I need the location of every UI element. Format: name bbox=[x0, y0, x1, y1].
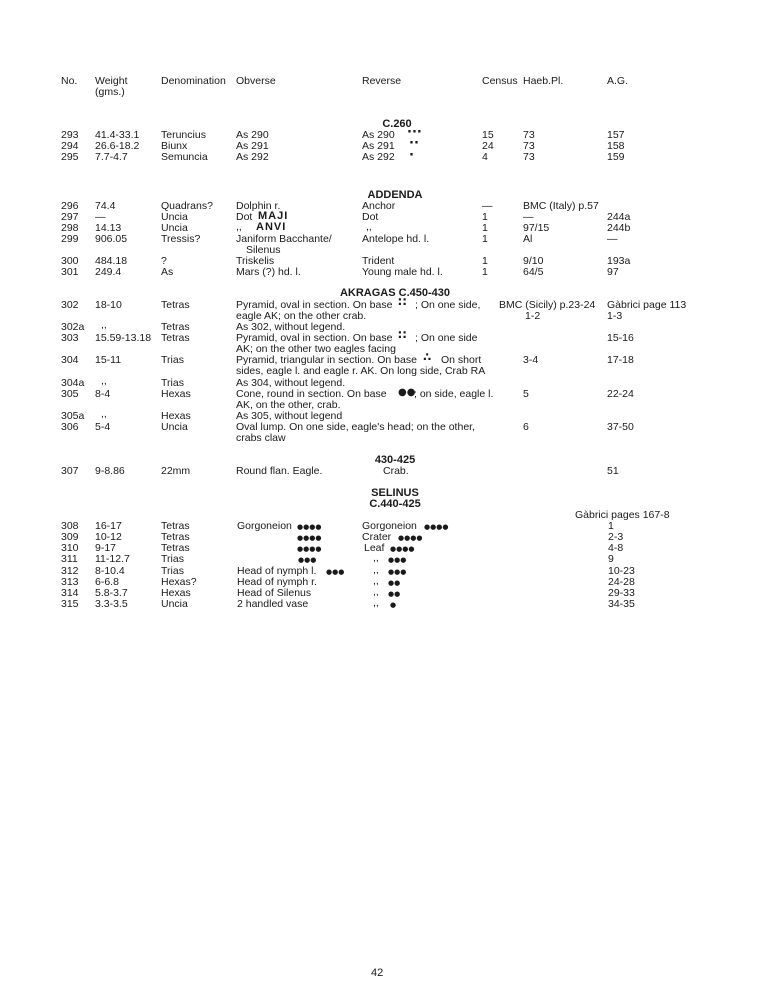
col-header-no: No. bbox=[61, 75, 78, 87]
row-no: 298 bbox=[61, 222, 79, 234]
row-reverse: ,, bbox=[373, 552, 379, 564]
row-weight: 7.7-4.7 bbox=[95, 151, 128, 163]
row-denomination: Tetras bbox=[161, 531, 190, 543]
row-denomination: Tetras bbox=[161, 321, 190, 333]
row-obverse-cont: Silenus bbox=[246, 244, 281, 256]
row-census: 4 bbox=[482, 151, 488, 163]
row-denomination: Uncia bbox=[161, 598, 188, 610]
row-no: 301 bbox=[61, 266, 79, 278]
row-no: 305a bbox=[61, 410, 85, 422]
row-obverse: ,, bbox=[236, 221, 242, 233]
row-ag: 97 bbox=[607, 266, 619, 278]
row-ag: 158 bbox=[607, 140, 625, 152]
row-reverse: As 292 bbox=[362, 151, 395, 163]
row-no: 300 bbox=[61, 255, 79, 267]
section-heading-akragas: AKRAGAS C.450-430 bbox=[339, 287, 451, 299]
row-haeb: 64/5 bbox=[523, 266, 544, 278]
row-census: 15 bbox=[482, 129, 494, 141]
row-haeb: 9/10 bbox=[523, 255, 544, 267]
row-obverse: Pyramid, oval in section. On base bbox=[236, 299, 393, 311]
row-ag: 22-24 bbox=[607, 388, 634, 400]
pellets-icon: ●● bbox=[388, 590, 401, 598]
pellets-icon: ●●● bbox=[326, 568, 345, 576]
row-weight: 11-12.7 bbox=[95, 553, 130, 565]
row-haeb: — bbox=[523, 211, 534, 223]
row-denomination: Hexas bbox=[161, 587, 191, 599]
row-denomination: As bbox=[161, 266, 174, 278]
row-weight: 10-12 bbox=[95, 531, 122, 543]
row-weight: 14.13 bbox=[95, 222, 122, 234]
row-denomination: Tetras bbox=[161, 520, 190, 532]
row-reverse: Crater bbox=[362, 531, 392, 543]
row-haeb: 3-4 bbox=[523, 354, 539, 366]
row-denomination: ? bbox=[161, 255, 167, 267]
page-number: 42 bbox=[371, 967, 384, 979]
row-weight: 18-10 bbox=[95, 299, 122, 311]
row-obverse-tail: ; On one side bbox=[415, 332, 478, 344]
row-no: 314 bbox=[61, 587, 79, 599]
pellets-icon: ∷ bbox=[398, 328, 407, 342]
row-reverse: ,, bbox=[373, 564, 379, 576]
row-obverse: As 302, without legend. bbox=[236, 321, 346, 333]
row-ag: 51 bbox=[607, 465, 619, 477]
row-ag: 17-18 bbox=[607, 354, 634, 366]
row-reverse: Dot bbox=[362, 211, 379, 223]
row-ag: 193a bbox=[607, 255, 631, 267]
row-census: 1 bbox=[482, 211, 488, 223]
row-census: 24 bbox=[482, 140, 494, 152]
pellets-icon: ∴ bbox=[423, 350, 432, 364]
row-reverse: ,, bbox=[366, 221, 372, 233]
row-obverse: As 292 bbox=[236, 151, 269, 163]
row-haeb: 73 bbox=[523, 140, 535, 152]
row-haeb: 73 bbox=[523, 129, 535, 141]
row-weight: 26.6-18.2 bbox=[95, 140, 140, 152]
legend-mark: MAJI bbox=[258, 210, 289, 222]
row-census: 1 bbox=[482, 255, 488, 267]
row-denomination: Teruncius bbox=[161, 129, 206, 141]
section-heading-430-425: 430-425 bbox=[374, 454, 416, 466]
row-reverse: Trident bbox=[362, 255, 395, 267]
row-denomination: Tetras bbox=[161, 299, 190, 311]
row-obverse-tail: On short bbox=[441, 354, 482, 366]
row-denomination: Trias bbox=[161, 354, 184, 366]
row-no: 296 bbox=[61, 200, 79, 212]
pellets-icon: ●● bbox=[388, 579, 401, 587]
pellets-icon: ●●●● bbox=[297, 545, 322, 553]
row-census: 1 bbox=[482, 222, 488, 234]
row-census: — bbox=[482, 200, 493, 212]
row-ag: 2-3 bbox=[608, 531, 624, 543]
row-no: 297 bbox=[61, 211, 79, 223]
row-no: 307 bbox=[61, 465, 79, 477]
row-no: 315 bbox=[61, 598, 79, 610]
row-no: 308 bbox=[61, 520, 79, 532]
row-haeb: 5 bbox=[523, 388, 529, 400]
row-no: 299 bbox=[61, 233, 79, 245]
row-weight: ,, bbox=[101, 408, 107, 420]
row-reverse: Leaf bbox=[364, 542, 385, 554]
row-obverse: As 291 bbox=[236, 140, 269, 152]
row-obverse: As 304, without legend. bbox=[236, 377, 346, 389]
col-header-ag: A.G. bbox=[607, 75, 629, 87]
row-obverse: Cone, round in section. On base bbox=[236, 388, 387, 400]
pellets-icon: ∷ bbox=[398, 295, 407, 309]
row-no: 295 bbox=[61, 151, 79, 163]
row-weight: 906.05 bbox=[95, 233, 128, 245]
row-obverse-cont: crabs claw bbox=[236, 432, 286, 444]
row-no: 293 bbox=[61, 129, 79, 141]
row-ag: 15-16 bbox=[607, 332, 634, 344]
row-obverse: Round flan. Eagle. bbox=[236, 465, 323, 477]
row-denomination: Tetras bbox=[161, 332, 190, 344]
row-denomination: Uncia bbox=[161, 421, 188, 433]
row-census: 1 bbox=[482, 266, 488, 278]
row-haeb: 73 bbox=[523, 151, 535, 163]
row-no: 304 bbox=[61, 354, 79, 366]
row-denomination: Hexas? bbox=[161, 576, 197, 588]
col-header-reverse: Reverse bbox=[362, 75, 402, 87]
row-obverse: Mars (?) hd. l. bbox=[236, 266, 301, 278]
row-weight: 5-4 bbox=[95, 421, 111, 433]
row-weight: 15.59-13.18 bbox=[95, 332, 152, 344]
legend-mark: ANVI bbox=[256, 221, 287, 233]
row-weight: 9-8.86 bbox=[95, 465, 125, 477]
pellets-icon: ●●●● bbox=[297, 523, 322, 531]
pellets-icon: ●● bbox=[398, 387, 416, 398]
row-obverse: Gorgoneion bbox=[237, 520, 292, 532]
row-weight: 484.18 bbox=[95, 255, 128, 267]
row-obverse-cont: sides, eagle l. and eagle r. AK. On long side, Crab RA bbox=[236, 365, 486, 377]
col-header-weight: Weight bbox=[95, 75, 128, 87]
row-reverse: ,, bbox=[373, 597, 379, 609]
pellets-icon: ●●● bbox=[388, 556, 407, 564]
row-denomination: Hexas bbox=[161, 388, 191, 400]
row-reverse: Anchor bbox=[362, 200, 396, 212]
row-no: 304a bbox=[61, 377, 85, 389]
pellets-icon: ●●●● bbox=[398, 534, 423, 542]
pellets-icon: ●●● bbox=[388, 568, 407, 576]
row-ag: 244a bbox=[607, 211, 631, 223]
row-ag: 34-35 bbox=[608, 598, 635, 610]
row-denomination: 22mm bbox=[161, 465, 191, 477]
row-ag: — bbox=[607, 233, 618, 245]
pellets-icon: ●●● bbox=[298, 556, 317, 564]
mark-glyph: ·· bbox=[409, 136, 419, 151]
row-reverse: Crab. bbox=[383, 465, 409, 477]
row-reverse: ,, bbox=[373, 586, 379, 598]
row-weight: ,, bbox=[101, 375, 107, 387]
row-weight: 3.3-3.5 bbox=[95, 598, 128, 610]
row-reverse: Antelope hd. l. bbox=[362, 233, 430, 245]
row-no: 303 bbox=[61, 332, 79, 344]
row-haeb: 97/15 bbox=[523, 222, 550, 234]
row-no: 309 bbox=[61, 531, 79, 543]
row-denomination: Trias bbox=[161, 377, 184, 389]
pellets-icon: ●●●● bbox=[390, 545, 415, 553]
row-ag: 1-3 bbox=[607, 310, 623, 322]
note-bmc-sicily: BMC (Sicily) p.23-24 bbox=[499, 299, 596, 311]
row-obverse: As 290 bbox=[236, 129, 269, 141]
row-ag: 1 bbox=[608, 520, 614, 532]
row-no: 294 bbox=[61, 140, 79, 152]
row-weight: — bbox=[95, 211, 106, 223]
row-obverse: Pyramid, oval in section. On base bbox=[236, 332, 393, 344]
row-weight: 6-6.8 bbox=[95, 576, 119, 588]
col-header-denomination: Denomination bbox=[161, 75, 226, 87]
row-denomination: Hexas bbox=[161, 410, 191, 422]
row-denomination: Trias bbox=[161, 553, 184, 565]
row-denomination: Trias bbox=[161, 565, 184, 577]
row-no: 305 bbox=[61, 388, 79, 400]
note-gabrici-113: Gàbrici page 113 bbox=[607, 299, 687, 311]
pellets-icon: ●●●● bbox=[424, 523, 449, 531]
row-reverse: ,, bbox=[373, 575, 379, 587]
row-no: 311 bbox=[61, 553, 78, 565]
row-weight: 8-10.4 bbox=[95, 565, 125, 577]
row-obverse: Head of nymph l. bbox=[237, 565, 317, 577]
row-obverse: 2 handled vase bbox=[237, 598, 309, 610]
row-obverse: Triskelis bbox=[236, 255, 275, 267]
row-reverse: Young male hd. l. bbox=[362, 266, 443, 278]
row-obverse: Head of Silenus bbox=[237, 587, 312, 599]
col-header-census: Census bbox=[482, 75, 518, 87]
row-reverse: As 291 bbox=[362, 140, 395, 152]
col-header-haeb: Haeb.Pl. bbox=[523, 75, 564, 87]
row-obverse-cont: eagle AK; on the other crab. bbox=[236, 310, 367, 322]
row-denomination: Tetras bbox=[161, 542, 190, 554]
row-ag: 10-23 bbox=[608, 565, 635, 577]
row-ag: 37-50 bbox=[607, 421, 634, 433]
row-obverse: Oval lump. On one side, eagle's head; on the other, bbox=[236, 421, 475, 433]
row-obverse: As 305, without legend bbox=[236, 410, 343, 422]
row-reverse: Gorgoneion bbox=[362, 520, 417, 532]
row-weight: 8-4 bbox=[95, 388, 111, 400]
row-no: 302a bbox=[61, 321, 85, 333]
row-weight: 9-17 bbox=[95, 542, 117, 554]
row-obverse-cont: AK, on the other, crab. bbox=[236, 399, 341, 411]
row-denomination: Semuncia bbox=[161, 151, 208, 163]
row-haeb: 6 bbox=[523, 421, 529, 433]
row-weight: 5.8-3.7 bbox=[95, 587, 128, 599]
row-census: 1 bbox=[482, 233, 488, 245]
row-ag: 24-28 bbox=[608, 576, 635, 588]
row-ag: 4-8 bbox=[608, 542, 624, 554]
row-no: 310 bbox=[61, 542, 79, 554]
mark-glyph: · bbox=[409, 148, 414, 163]
row-ag: 29-33 bbox=[608, 587, 635, 599]
row-obverse: Dolphin r. bbox=[236, 200, 281, 212]
row-obverse: Dot bbox=[236, 211, 253, 223]
row-ag: 9 bbox=[608, 553, 614, 565]
section-heading-c260: C.260 bbox=[382, 118, 412, 130]
row-weight: 16-17 bbox=[95, 520, 122, 532]
row-obverse: Head of nymph r. bbox=[237, 576, 317, 588]
col-header-obverse: Obverse bbox=[236, 75, 276, 87]
row-weight: 74.4 bbox=[95, 200, 116, 212]
note-gabrici-167: Gàbrici pages 167-8 bbox=[575, 509, 670, 521]
row-obverse-tail: ; on side, eagle l. bbox=[414, 388, 494, 400]
row-no: 313 bbox=[61, 576, 79, 588]
row-weight: ,, bbox=[101, 319, 107, 331]
section-heading-selinus-date: C.440-425 bbox=[369, 498, 421, 510]
row-denomination: Quadrans? bbox=[161, 200, 213, 212]
row-denomination: Tressis? bbox=[161, 233, 201, 245]
col-header-weight-unit: (gms.) bbox=[95, 86, 125, 98]
row-weight: 41.4-33.1 bbox=[95, 129, 140, 141]
row-ag: 159 bbox=[607, 151, 625, 163]
row-ag: 157 bbox=[607, 129, 625, 141]
pellets-icon: ● bbox=[390, 601, 397, 609]
row-haeb: Al bbox=[523, 233, 533, 245]
row-haeb: 1-2 bbox=[525, 310, 541, 322]
mark-glyph: ··· bbox=[407, 125, 422, 140]
row-reverse: As 290 bbox=[362, 129, 395, 141]
row-weight: 249.4 bbox=[95, 266, 122, 278]
row-obverse: Pyramid, triangular in section. On base bbox=[236, 354, 417, 366]
row-denomination: Biunx bbox=[161, 140, 188, 152]
row-no: 306 bbox=[61, 421, 79, 433]
row-denomination: Uncia bbox=[161, 222, 188, 234]
row-obverse: Janiform Bacchante/ bbox=[236, 233, 332, 245]
note-bmc-italy: BMC (Italy) p.57 bbox=[523, 200, 599, 212]
row-no: 302 bbox=[61, 299, 79, 311]
section-heading-addenda: ADDENDA bbox=[367, 189, 423, 201]
row-denomination: Uncia bbox=[161, 211, 188, 223]
pellets-icon: ●●●● bbox=[297, 534, 322, 542]
row-weight: 15-11 bbox=[95, 354, 122, 366]
row-ag: 244b bbox=[607, 222, 631, 234]
row-obverse-cont: AK; on the other two eagles facing bbox=[236, 343, 396, 355]
row-no: 312 bbox=[61, 565, 79, 577]
row-obverse-tail: ; On one side, bbox=[415, 299, 481, 311]
section-heading-selinus: SELINUS bbox=[371, 487, 419, 499]
